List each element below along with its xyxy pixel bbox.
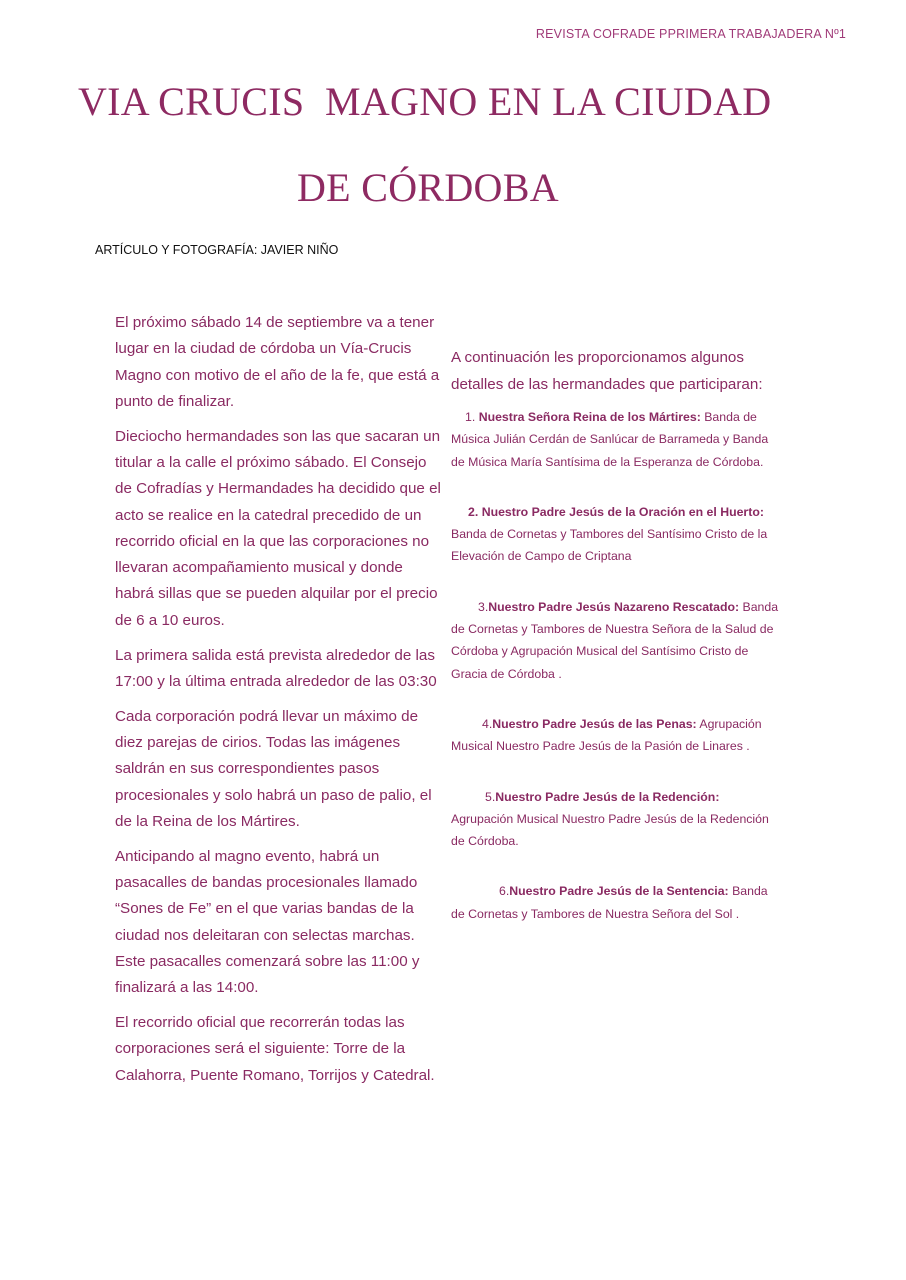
brotherhood-bands: Agrupación Musical Nuestro Padre Jesús de la Pasión de Linares . [451, 716, 762, 754]
brotherhood-bands: Banda de Cornetas y Tambores de Nuestra Señora del Sol . [451, 884, 768, 921]
article-byline: ARTÍCULO Y FOTOGRAFÍA: JAVIER NIÑO [95, 243, 339, 257]
brotherhood-item [451, 713, 781, 758]
article-body-column [115, 310, 445, 1097]
brotherhoods-column [451, 344, 781, 953]
brotherhood-bands: Agrupación Musical Nuestro Padre Jesús de la Redención de Córdoba. [451, 811, 769, 849]
item-number: 2. [468, 504, 479, 519]
body-paragraph: La primera salida está prevista alrededor de las 17:00 y la última entrada alrededor de las 03:30 [115, 646, 437, 690]
brotherhood-name: Nuestro Padre Jesús de la Sentencia: [509, 884, 729, 899]
body-paragraph: Cada corporación podrá llevar un máximo de diez parejas de cirios. Todas las imágenes saldrán en sus correspondientes pasos procesionales y solo habrá un paso de palio, el de la Reina de los Mártires. [115, 707, 432, 830]
brotherhood-item [451, 596, 781, 685]
item-number: 1. [465, 410, 476, 424]
brotherhood-name: Nuestro Padre Jesús de la Oración en el Huerto: [481, 504, 764, 519]
brotherhood-name: Nuestra Señora Reina de los Mártires: [478, 410, 701, 424]
item-number: 3. [478, 599, 489, 614]
brotherhoods-intro: A continuación les proporcionamos algunos detalles de las hermandades que participaran: [451, 349, 763, 393]
brotherhood-name: Nuestro Padre Jesús de la Redención: [495, 789, 720, 804]
article-title-line-2: DE CÓRDOBA [297, 165, 559, 210]
brotherhood-name: Nuestro Padre Jesús de las Penas: [492, 716, 697, 731]
brotherhood-item [451, 880, 781, 925]
brotherhood-item [451, 406, 781, 473]
item-number: 4. [482, 716, 493, 731]
brotherhood-name: Nuestro Padre Jesús Nazareno Rescatado: [488, 599, 740, 614]
body-paragraph: Dieciocho hermandades son las que sacaran un titular a la calle el próximo sábado. El Consejo de Cofradías y Hermandades ha decidido que el acto se realice en la catedral precedido de un recorrido oficial en la que las corporaciones no llevaran acompañamiento musical y donde habrá sillas que se pueden alquilar por el precio de 6 a 10 euros. [115, 427, 441, 629]
brotherhood-bands: Banda de Cornetas y Tambores de Nuestra Señora de la Salud de Córdoba y Agrupación Musical del Santísimo Cristo de Gracia de Córdoba . [451, 599, 779, 681]
brotherhood-item [451, 501, 781, 568]
brotherhood-bands: Banda de Cornetas y Tambores del Santísimo Cristo de la Elevación de Campo de Criptana [451, 527, 768, 564]
item-number: 5. [485, 789, 496, 804]
body-paragraph: El recorrido oficial que recorrerán todas las corporaciones será el siguiente: Torre de la Calahorra, Puente Romano, Torrijos y Catedral. [115, 1013, 435, 1084]
item-number: 6. [499, 884, 510, 899]
publication-header: REVISTA COFRADE PPRIMERA TRABAJADERA Nº1 [535, 27, 846, 41]
brotherhood-bands: Banda de Música Julián Cerdán de Sanlúcar de Barrameda y Banda de Música María Santísima de la Esperanza de Córdoba. [451, 410, 769, 469]
brotherhood-item [451, 786, 781, 853]
body-paragraph: El próximo sábado 14 de septiembre va a tener lugar en la ciudad de córdoba un Vía-Crucis Magno con motivo de el año de la fe, que está a punto de finalizar. [115, 314, 440, 410]
body-paragraph: Anticipando al magno evento, habrá un pasacalles de bandas procesionales llamado “Sones de Fe” en el que varias bandas de la ciudad nos deleitaran con selectas marchas. Este pasacalles comenzará sobre las 11:00 y finalizará a las 14:00. [115, 847, 420, 997]
article-title-line-1: VIA CRUCIS MAGNO EN LA CIUDAD [78, 79, 772, 124]
